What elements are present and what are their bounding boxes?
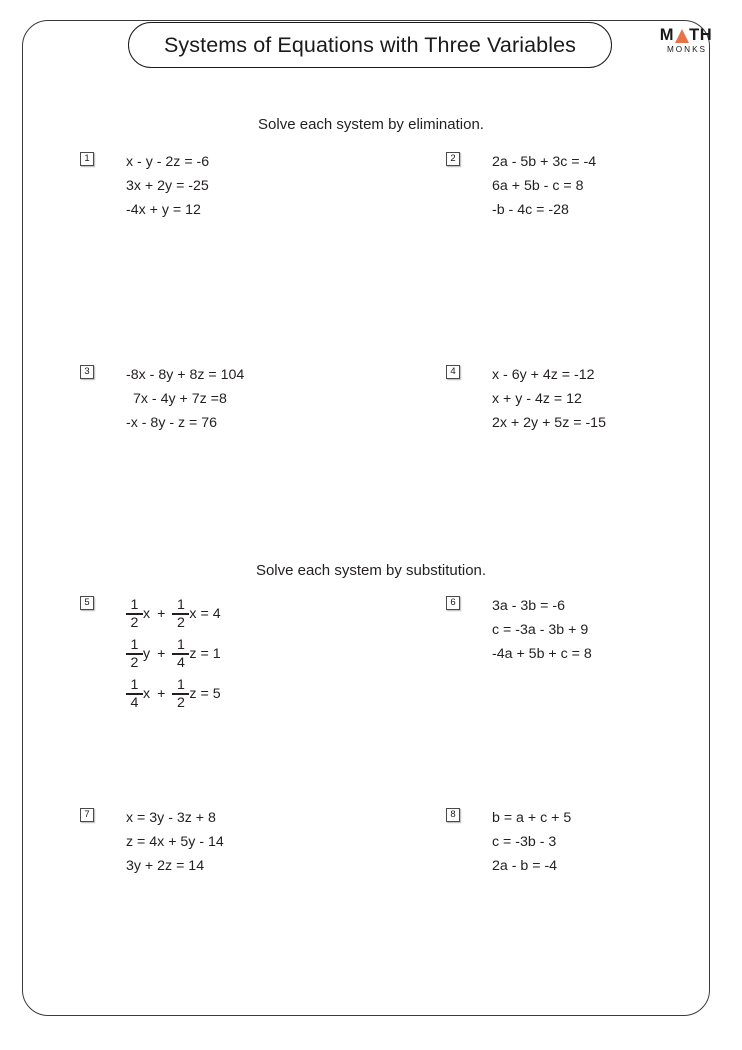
equation-tail: = 5 bbox=[200, 685, 221, 702]
logo-letters-th: TH bbox=[689, 25, 713, 44]
fraction-numerator: 1 bbox=[176, 596, 185, 613]
logo-letter-m: M bbox=[659, 25, 675, 44]
problem-number-badge: 3 bbox=[80, 365, 94, 379]
equation-line: 3y + 2z = 14 bbox=[126, 858, 205, 874]
equation-tail: = 4 bbox=[200, 605, 221, 622]
variable: z bbox=[189, 645, 197, 662]
page-title: Systems of Equations with Three Variables bbox=[163, 32, 576, 57]
equation-line: -8x - 8y + 8z = 104 bbox=[126, 367, 245, 383]
equation-line: x - y - 2z = -6 bbox=[126, 154, 210, 170]
logo-wordmark-math bbox=[655, 26, 717, 43]
equation-line: 3x + 2y = -25 bbox=[126, 178, 209, 194]
fraction bbox=[126, 638, 143, 670]
fraction-numerator: 1 bbox=[130, 636, 139, 653]
fraction-numerator: 1 bbox=[176, 636, 185, 653]
equation-line bbox=[126, 674, 221, 714]
equation-line: c = -3a - 3b + 9 bbox=[492, 622, 589, 638]
operator: + bbox=[157, 685, 166, 702]
variable: x bbox=[143, 605, 151, 622]
operator: + bbox=[157, 645, 166, 662]
equation-group bbox=[126, 806, 224, 878]
fraction-denominator: 4 bbox=[130, 694, 139, 711]
triangle-icon bbox=[675, 29, 689, 43]
instruction-elimination: Solve each system by elimination. bbox=[258, 116, 484, 133]
equation-line: 3a - 3b = -6 bbox=[492, 598, 565, 614]
logo-wordmark-monks: MONKS bbox=[666, 44, 708, 54]
equation-line: x - 6y + 4z = -12 bbox=[492, 367, 595, 383]
fraction-denominator: 2 bbox=[176, 614, 185, 631]
fraction bbox=[172, 678, 189, 710]
equation-line: z = 4x + 5y - 14 bbox=[126, 834, 224, 850]
equation-group bbox=[126, 594, 221, 714]
fraction bbox=[172, 638, 189, 670]
math-monks-logo bbox=[655, 26, 717, 54]
equation-tail: = 1 bbox=[200, 645, 221, 662]
fraction-numerator: 1 bbox=[130, 596, 139, 613]
equation-line: c = -3b - 3 bbox=[492, 834, 557, 850]
operator: + bbox=[157, 605, 166, 622]
equation-line: 2a - 5b + 3c = -4 bbox=[492, 154, 597, 170]
equation-line: -4x + y = 12 bbox=[126, 202, 201, 218]
fraction-numerator: 1 bbox=[130, 676, 139, 693]
equation-group bbox=[126, 363, 244, 435]
equation-line: -x - 8y - z = 76 bbox=[126, 415, 218, 431]
equation-line: -4a + 5b + c = 8 bbox=[492, 646, 592, 662]
equation-line: 2x + 2y + 5z = -15 bbox=[492, 415, 606, 431]
variable: x bbox=[189, 605, 197, 622]
worksheet-header bbox=[0, 22, 742, 84]
fraction bbox=[126, 598, 143, 630]
equation-line: 2a - b = -4 bbox=[492, 858, 558, 874]
fraction-denominator: 4 bbox=[176, 654, 185, 671]
equation-line: x + y - 4z = 12 bbox=[492, 391, 582, 407]
instruction-substitution: Solve each system by substitution. bbox=[255, 562, 487, 579]
problem-number-badge: 5 bbox=[80, 596, 94, 610]
equation-group bbox=[492, 594, 592, 666]
fraction-denominator: 2 bbox=[130, 614, 139, 631]
variable: z bbox=[189, 685, 197, 702]
fraction bbox=[172, 598, 189, 630]
equation-group bbox=[492, 363, 606, 435]
variable: y bbox=[143, 645, 151, 662]
fraction bbox=[126, 678, 143, 710]
equation-line: -b - 4c = -28 bbox=[492, 202, 569, 218]
problem-number-badge: 6 bbox=[446, 596, 460, 610]
equation-line: 6a + 5b - c = 8 bbox=[492, 178, 584, 194]
problem-number-badge: 4 bbox=[446, 365, 460, 379]
equation-line: 7x - 4y + 7z =8 bbox=[133, 391, 227, 407]
fraction-numerator: 1 bbox=[176, 676, 185, 693]
equation-line: b = a + c + 5 bbox=[492, 810, 572, 826]
worksheet-title-pill bbox=[128, 22, 612, 68]
problem-number-badge: 8 bbox=[446, 808, 460, 822]
equation-group bbox=[492, 150, 596, 222]
fraction-denominator: 2 bbox=[176, 694, 185, 711]
equation-line: x = 3y - 3z + 8 bbox=[126, 810, 216, 826]
fraction-denominator: 2 bbox=[130, 654, 139, 671]
equation-line bbox=[126, 594, 221, 634]
equation-group bbox=[492, 806, 571, 878]
variable: x bbox=[143, 685, 151, 702]
problem-number-badge: 1 bbox=[80, 152, 94, 166]
problem-number-badge: 7 bbox=[80, 808, 94, 822]
problem-number-badge: 2 bbox=[446, 152, 460, 166]
equation-line bbox=[126, 634, 221, 674]
equation-group bbox=[126, 150, 209, 222]
